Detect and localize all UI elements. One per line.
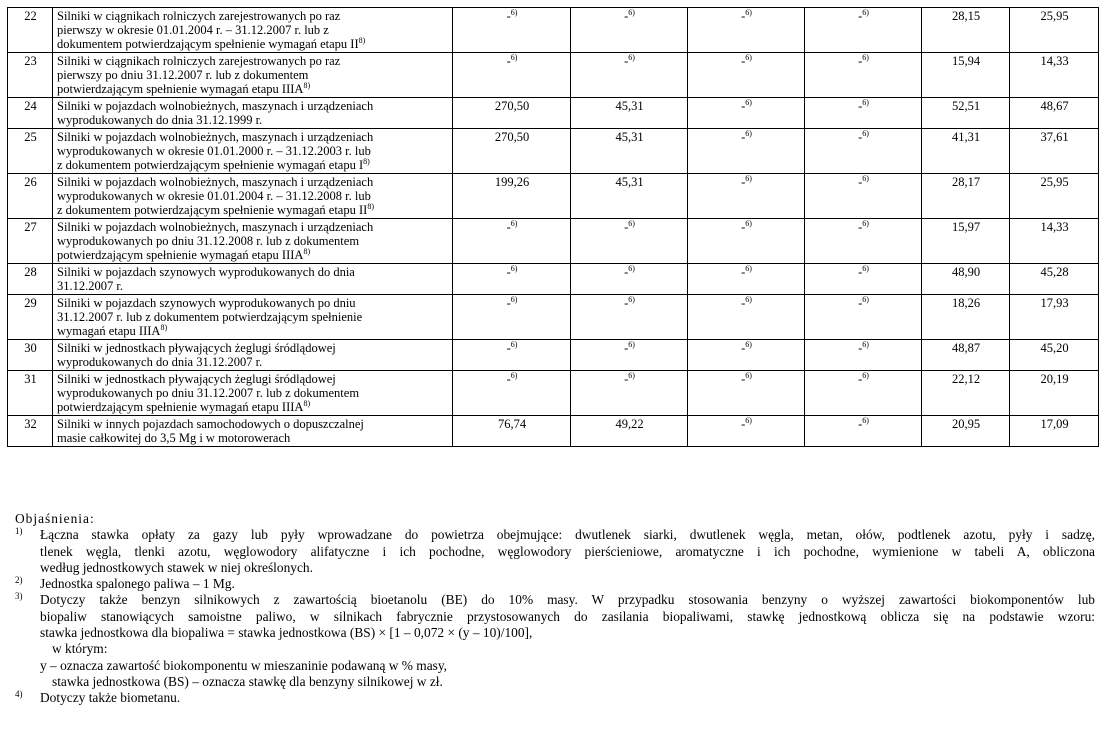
footnote-1 — [15, 527, 1095, 576]
description-line — [57, 203, 449, 217]
footnote-4 — [15, 690, 1095, 706]
description-text: Silniki w jednostkach pływających żeglugi śródlądowej — [57, 372, 336, 386]
rate-value: - — [741, 265, 746, 279]
rate-cell — [922, 416, 1010, 447]
rate-cell — [688, 295, 805, 340]
row-number: 29 — [8, 295, 53, 340]
description-line — [57, 355, 449, 369]
rate-cell — [1010, 129, 1099, 174]
footnote-ref: 6) — [628, 264, 635, 273]
rate-cell — [571, 98, 688, 129]
footnote-ref: 6) — [862, 98, 869, 107]
table-row — [8, 129, 1099, 174]
rate-value: 199,26 — [494, 175, 530, 189]
rate-value: - — [858, 220, 863, 234]
rate-value: - — [624, 296, 629, 310]
rate-value: 49,22 — [615, 417, 644, 431]
row-number: 31 — [8, 371, 53, 416]
footnote-ref: 8) — [303, 81, 311, 90]
rate-cell — [1010, 416, 1099, 447]
row-number: 27 — [8, 219, 53, 264]
footnote-ref: 6) — [745, 98, 752, 107]
rate-value: 45,28 — [1040, 265, 1069, 279]
description-line — [57, 130, 449, 144]
description-line — [57, 113, 449, 127]
description-text: Silniki w innych pojazdach samochodowych o dopuszczalnej — [57, 417, 364, 431]
footnote-ref: 6) — [862, 219, 869, 228]
rate-value: 17,93 — [1040, 296, 1069, 310]
emission-rates-table — [7, 7, 1099, 447]
rate-cell — [571, 264, 688, 295]
rate-cell — [571, 340, 688, 371]
rate-value: 17,09 — [1040, 417, 1069, 431]
footnote-formula: stawka jednostkowa dla biopaliwa = stawka jednostkowa (BS) × [1 – 0,072 × (y – 10)/100], — [40, 625, 533, 641]
row-number: 25 — [8, 129, 53, 174]
description-line — [57, 23, 449, 37]
rate-cell — [922, 219, 1010, 264]
footnote-ref: 6) — [862, 174, 869, 183]
rate-cell — [805, 174, 922, 219]
footnote-ref: 6) — [510, 8, 518, 17]
row-number: 26 — [8, 174, 53, 219]
rate-cell — [453, 340, 571, 371]
footnote-ref: 6) — [862, 264, 869, 273]
description-line — [57, 400, 449, 414]
rate-cell — [688, 219, 805, 264]
description-line — [57, 279, 449, 293]
rate-cell — [922, 340, 1010, 371]
footnote-ref: 6) — [862, 8, 869, 17]
description-line — [57, 372, 449, 386]
footnote-ref: 6) — [628, 8, 635, 17]
footnote-line: w którym: — [52, 641, 108, 657]
rate-cell — [805, 340, 922, 371]
table-row — [8, 53, 1099, 98]
footnote-ref: 6) — [628, 295, 635, 304]
rate-value: - — [858, 372, 863, 386]
rate-cell — [922, 53, 1010, 98]
footnote-line: tlenek węgla, tlenki azotu, węglowodory alifatyczne i ich pochodne, węglowodory pierścieniowe, aromatyczne i ich pochodne, wymienione w tabeli A, obliczona — [40, 543, 1095, 559]
rate-cell — [805, 219, 922, 264]
description-text: 31.12.2007 r. — [57, 279, 123, 293]
footnote-ref: 8) — [160, 323, 168, 332]
row-description — [53, 219, 453, 264]
description-line — [57, 431, 449, 445]
rate-cell — [1010, 371, 1099, 416]
description-text: potwierdzającym spełnienie wymagań etapu IIIA — [57, 248, 304, 262]
rate-value: - — [741, 175, 746, 189]
table-row — [8, 416, 1099, 447]
rate-value: - — [741, 99, 746, 113]
description-line — [57, 248, 449, 262]
description-line — [57, 220, 449, 234]
rate-value: - — [858, 54, 863, 68]
footnote-ref: 8) — [303, 247, 311, 256]
rate-value: - — [624, 220, 629, 234]
footnote-ref: 6) — [745, 264, 752, 273]
rate-value: - — [741, 372, 746, 386]
footnote-ref: 6) — [862, 295, 869, 304]
rate-cell — [922, 264, 1010, 295]
table-row — [8, 340, 1099, 371]
footnote-3 — [15, 592, 1095, 690]
description-line — [57, 68, 449, 82]
rate-cell — [688, 340, 805, 371]
rate-cell — [453, 295, 571, 340]
rate-value: 76,74 — [497, 417, 527, 431]
footnote-ref: 6) — [745, 340, 752, 349]
rate-value: - — [858, 130, 863, 144]
rate-value: 41,31 — [951, 130, 981, 144]
description-line — [57, 265, 449, 279]
footnote-ref: 6) — [628, 340, 635, 349]
row-number: 22 — [8, 8, 53, 53]
rate-value: - — [858, 265, 863, 279]
description-line — [57, 158, 449, 172]
rate-cell — [922, 371, 1010, 416]
rate-value: - — [858, 99, 863, 113]
footnote-ref: 6) — [510, 219, 518, 228]
rate-value: - — [624, 372, 629, 386]
footnote-ref: 6) — [745, 53, 752, 62]
rate-cell — [571, 416, 688, 447]
rate-cell — [453, 416, 571, 447]
row-number: 28 — [8, 264, 53, 295]
table-row — [8, 8, 1099, 53]
rate-cell — [805, 53, 922, 98]
row-number: 23 — [8, 53, 53, 98]
rate-value: 15,97 — [951, 220, 981, 234]
rate-value: 22,12 — [951, 372, 981, 386]
table-body — [8, 8, 1099, 447]
rate-cell — [922, 129, 1010, 174]
description-text: z dokumentem potwierdzającym spełnienie wymagań etapu II — [57, 203, 368, 217]
footnote-marker: 2) — [15, 575, 23, 586]
description-text: Silniki w pojazdach szynowych wyprodukowanych do dnia — [57, 265, 355, 279]
footnote-ref: 6) — [745, 416, 752, 425]
footnote-ref: 6) — [510, 295, 518, 304]
footnote-ref: 8) — [367, 202, 374, 211]
rate-value: - — [624, 341, 629, 355]
row-description — [53, 8, 453, 53]
description-text: Silniki w pojazdach szynowych wyprodukowanych po dniu — [57, 296, 356, 310]
rate-value: - — [506, 220, 511, 234]
rate-value: 45,31 — [615, 175, 644, 189]
rate-value: - — [741, 296, 746, 310]
rate-value: - — [506, 9, 511, 23]
footnote-ref: 6) — [510, 340, 518, 349]
description-text: z dokumentem potwierdzającym spełnienie wymagań etapu I — [57, 158, 364, 172]
rate-value: - — [741, 9, 746, 23]
rate-value: - — [741, 417, 746, 431]
rate-cell — [453, 264, 571, 295]
rate-value: 45,20 — [1040, 341, 1069, 355]
rate-value: 15,94 — [951, 54, 981, 68]
rate-cell — [1010, 8, 1099, 53]
description-text: potwierdzającym spełnienie wymagań etapu IIIA — [57, 82, 304, 96]
footnote-ref: 8) — [358, 36, 366, 45]
rate-value: 52,51 — [951, 99, 981, 113]
description-line — [57, 341, 449, 355]
row-description — [53, 53, 453, 98]
rate-value: 270,50 — [494, 99, 530, 113]
rate-cell — [922, 174, 1010, 219]
footnote-ref: 6) — [510, 371, 518, 380]
rate-value: - — [741, 220, 746, 234]
row-description — [53, 174, 453, 219]
footnote-ref: 6) — [862, 416, 869, 425]
rate-value: 20,95 — [951, 417, 981, 431]
footnote-ref: 6) — [745, 295, 752, 304]
footnote-ref: 6) — [745, 129, 752, 138]
footnote-ref: 6) — [510, 264, 518, 273]
rate-value: 20,19 — [1040, 372, 1069, 386]
description-text: masie całkowitej do 3,5 Mg i w motorowerach — [57, 431, 291, 445]
rate-value: 14,33 — [1040, 54, 1069, 68]
footnote-line: y – oznacza zawartość biokomponentu w mieszaninie podawaną w % masy, — [40, 657, 448, 673]
description-text: Silniki w pojazdach wolnobieżnych, maszynach i urządzeniach — [57, 99, 374, 113]
rate-cell — [805, 98, 922, 129]
table-row — [8, 98, 1099, 129]
rate-cell — [688, 264, 805, 295]
footnote-ref: 6) — [862, 129, 869, 138]
rate-cell — [805, 371, 922, 416]
table-row — [8, 371, 1099, 416]
rate-value: 45,31 — [615, 99, 644, 113]
rate-cell — [571, 53, 688, 98]
footnotes-title: Objaśnienia: — [15, 511, 95, 526]
rate-value: 48,67 — [1040, 99, 1069, 113]
rate-value: - — [858, 417, 863, 431]
footnote-marker: 1) — [15, 526, 23, 537]
rate-cell — [688, 371, 805, 416]
description-text: Silniki w pojazdach wolnobieżnych, maszynach i urządzeniach — [57, 175, 374, 189]
rate-cell — [805, 295, 922, 340]
footnote-ref: 6) — [628, 371, 635, 380]
rate-cell — [1010, 295, 1099, 340]
footnote-ref: 6) — [628, 53, 635, 62]
description-text: Silniki w ciągnikach rolniczych zarejestrowanych po raz — [57, 54, 341, 68]
rate-cell — [453, 53, 571, 98]
footnote-ref: 6) — [862, 371, 869, 380]
rate-value: - — [624, 54, 629, 68]
rate-cell — [805, 264, 922, 295]
footnote-line: biopaliw stanowiących samoistne paliwo, w silnikach fabrycznie przystosowanych do zasilania biopaliwami, stawkę jednostkową oblicza się na podstawie wzoru: — [40, 608, 1095, 624]
description-text: wyprodukowanych do dnia 31.12.1999 r. — [57, 113, 263, 127]
rate-cell — [1010, 219, 1099, 264]
table-row — [8, 295, 1099, 340]
description-text: wymagań etapu IIIA — [57, 324, 161, 338]
rate-value: - — [624, 265, 629, 279]
rate-value: 28,17 — [951, 175, 981, 189]
rate-value: 45,31 — [615, 130, 644, 144]
rate-value: - — [624, 9, 629, 23]
description-text: wyprodukowanych w okresie 01.01.2000 r. – 31.12.2003 r. lub — [57, 144, 371, 158]
row-description — [53, 416, 453, 447]
row-description — [53, 129, 453, 174]
row-description — [53, 340, 453, 371]
footnote-marker: 3) — [15, 591, 23, 602]
description-line — [57, 386, 449, 400]
row-description — [53, 295, 453, 340]
footnote-ref: 6) — [862, 340, 869, 349]
rate-cell — [688, 129, 805, 174]
rate-cell — [571, 8, 688, 53]
description-text: Silniki w ciągnikach rolniczych zarejestrowanych po raz — [57, 9, 341, 23]
footnote-ref: 6) — [745, 371, 752, 380]
description-text: wyprodukowanych po dniu 31.12.2007 r. lub z dokumentem — [57, 386, 360, 400]
rate-cell — [922, 98, 1010, 129]
footnote-2 — [15, 576, 1095, 592]
rate-value: - — [741, 341, 746, 355]
rate-cell — [1010, 174, 1099, 219]
rate-cell — [571, 371, 688, 416]
rate-value: - — [741, 54, 746, 68]
description-line — [57, 417, 449, 431]
footnotes — [15, 511, 1095, 707]
description-line — [57, 99, 449, 113]
table-row — [8, 174, 1099, 219]
rate-cell — [453, 8, 571, 53]
rate-value: - — [858, 341, 863, 355]
row-number: 32 — [8, 416, 53, 447]
description-text: 31.12.2007 r. lub z dokumentem potwierdzającym spełnienie — [57, 310, 363, 324]
rate-cell — [922, 295, 1010, 340]
description-line — [57, 234, 449, 248]
rate-value: 270,50 — [494, 130, 530, 144]
description-line — [57, 82, 449, 96]
description-text: pierwszy po dniu 31.12.2007 r. lub z dokumentem — [57, 68, 309, 82]
rate-cell — [571, 219, 688, 264]
footnote-ref: 8) — [303, 399, 311, 408]
table-row — [8, 219, 1099, 264]
rate-cell — [688, 53, 805, 98]
rate-cell — [688, 8, 805, 53]
rate-value: 18,26 — [951, 296, 981, 310]
rate-cell — [453, 219, 571, 264]
rate-cell — [453, 129, 571, 174]
footnote-marker: 4) — [15, 689, 23, 700]
rate-value: 28,15 — [951, 9, 981, 23]
footnote-line: Dotyczy także benzyn silnikowych z zawartością bioetanolu (BE) do 10% masy. W przypadku stosowania benzyny o wyższej zawartości biokomponentów lub — [40, 592, 1095, 608]
description-text: wyprodukowanych w okresie 01.01.2004 r. – 31.12.2008 r. lub — [57, 189, 371, 203]
rate-cell — [1010, 98, 1099, 129]
footnote-ref: 8) — [363, 157, 370, 166]
description-line — [57, 37, 449, 51]
rate-value: - — [858, 9, 863, 23]
description-line — [57, 189, 449, 203]
rate-value: 48,87 — [951, 341, 981, 355]
rate-cell — [1010, 53, 1099, 98]
rate-cell — [571, 129, 688, 174]
description-text: wyprodukowanych do dnia 31.12.2007 r. — [57, 355, 263, 369]
footnote-ref: 6) — [862, 53, 869, 62]
rate-value: 37,61 — [1040, 130, 1069, 144]
rate-value: - — [506, 341, 511, 355]
description-text: dokumentem potwierdzającym spełnienie wymagań etapu II — [57, 37, 359, 51]
description-text: Silniki w jednostkach pływających żeglugi śródlądowej — [57, 341, 336, 355]
description-line — [57, 9, 449, 23]
footnote-text: Jednostka spalonego paliwa – 1 Mg. — [40, 576, 235, 592]
rate-value: - — [741, 130, 746, 144]
rate-cell — [571, 174, 688, 219]
description-text: pierwszy w okresie 01.01.2004 r. – 31.12.2007 r. lub z — [57, 23, 329, 37]
description-line — [57, 310, 449, 324]
rate-value: 25,95 — [1040, 9, 1069, 23]
rate-value: - — [858, 175, 863, 189]
rate-cell — [688, 98, 805, 129]
rate-cell — [688, 416, 805, 447]
footnote-line: Łączna stawka opłaty za gazy lub pyły wprowadzane do powietrza obejmujące: dwutlenek siarki, dwutlenek węgla, metan, ołów, podtlenek azotu, pyły i sadzę, — [40, 527, 1095, 543]
rate-cell — [453, 98, 571, 129]
description-text: potwierdzającym spełnienie wymagań etapu IIIA — [57, 400, 304, 414]
rate-cell — [688, 174, 805, 219]
description-text: Silniki w pojazdach wolnobieżnych, maszynach i urządzeniach — [57, 130, 374, 144]
description-line — [57, 324, 449, 338]
rate-value: - — [506, 54, 511, 68]
footnote-ref: 6) — [745, 219, 752, 228]
description-line — [57, 296, 449, 310]
rate-cell — [1010, 264, 1099, 295]
rate-value: - — [506, 265, 511, 279]
footnote-ref: 6) — [510, 53, 518, 62]
row-description — [53, 371, 453, 416]
description-line — [57, 175, 449, 189]
description-line — [57, 54, 449, 68]
footnote-line: według jednostkowych stawek w niej określonych. — [40, 559, 313, 575]
rate-cell — [805, 8, 922, 53]
row-description — [53, 98, 453, 129]
rate-cell — [805, 416, 922, 447]
description-text: Silniki w pojazdach wolnobieżnych, maszynach i urządzeniach — [57, 220, 374, 234]
description-line — [57, 144, 449, 158]
rate-value: 25,95 — [1040, 175, 1069, 189]
row-number: 30 — [8, 340, 53, 371]
footnote-ref: 6) — [745, 174, 752, 183]
rate-cell — [571, 295, 688, 340]
table-row — [8, 264, 1099, 295]
footnote-ref: 6) — [628, 219, 635, 228]
footnote-line: stawka jednostkowa (BS) – oznacza stawkę dla benzyny silnikowej w zł. — [52, 673, 443, 689]
description-text: wyprodukowanych po dniu 31.12.2008 r. lub z dokumentem — [57, 234, 360, 248]
rate-value: - — [858, 296, 863, 310]
rate-cell — [1010, 340, 1099, 371]
row-number: 24 — [8, 98, 53, 129]
rate-value: - — [506, 372, 511, 386]
rate-cell — [805, 129, 922, 174]
rate-cell — [453, 371, 571, 416]
footnote-ref: 6) — [745, 8, 752, 17]
rate-value: - — [506, 296, 511, 310]
footnote-text: Dotyczy także biometanu. — [40, 690, 181, 706]
rate-cell — [922, 8, 1010, 53]
rate-value: 14,33 — [1040, 220, 1069, 234]
rate-value: 48,90 — [951, 265, 981, 279]
row-description — [53, 264, 453, 295]
rate-cell — [453, 174, 571, 219]
